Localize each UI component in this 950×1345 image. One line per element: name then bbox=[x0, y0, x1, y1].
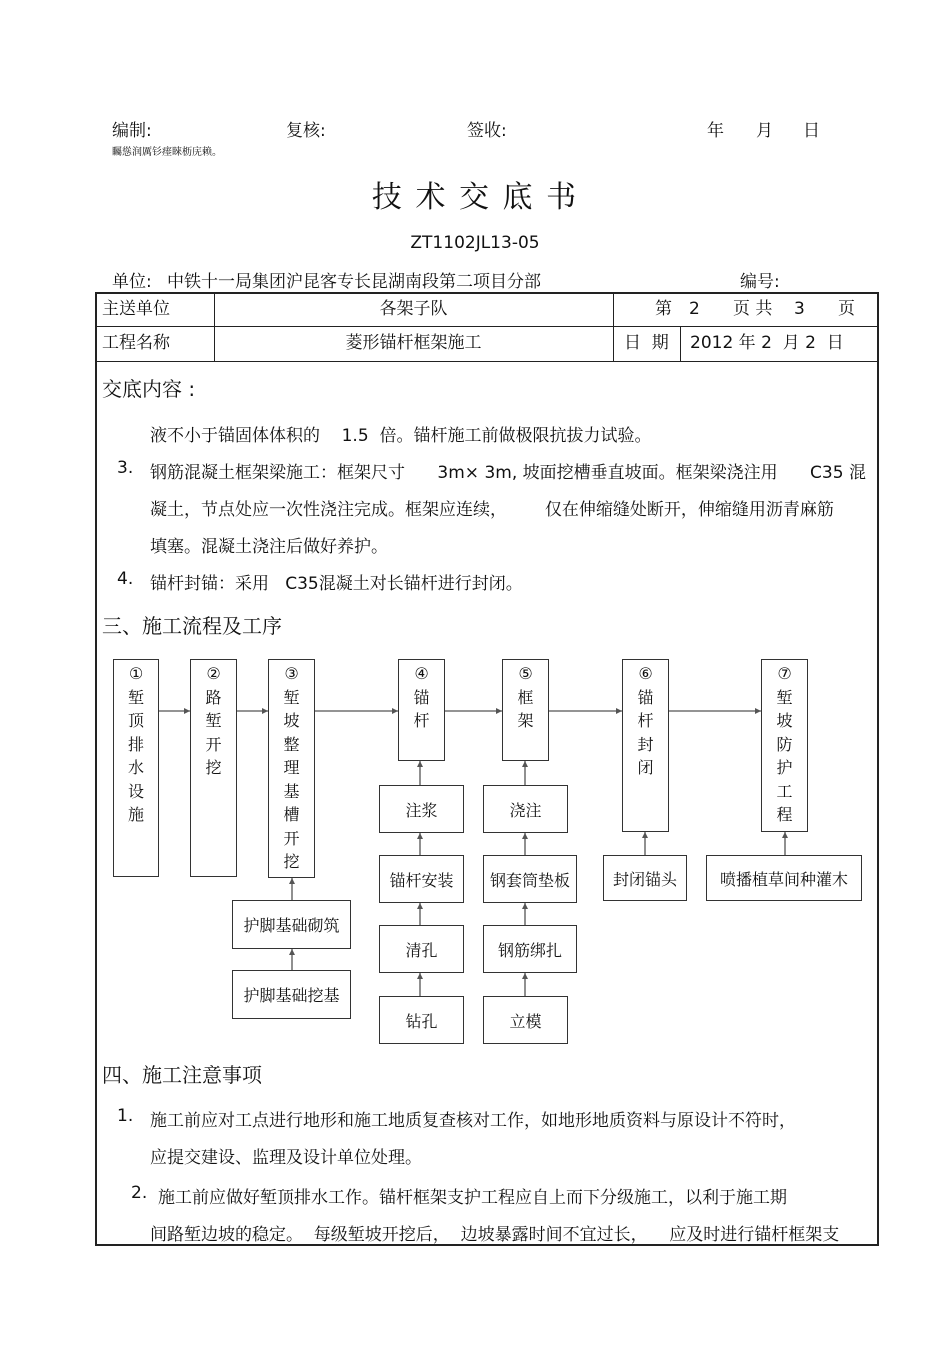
flow-step-3-char: 理 bbox=[283, 758, 300, 777]
page-total-word: 页 共 bbox=[733, 299, 773, 319]
compiled-by-label: 编制: bbox=[112, 121, 152, 141]
flow-sub-5-pouring: 浇注 bbox=[483, 785, 568, 833]
flow-step-6 bbox=[622, 659, 669, 832]
unit-value: 中铁十一局集团沪昆客专长昆湖南段第二项目分部 bbox=[167, 272, 541, 292]
flow-step-6-char: 杆 bbox=[637, 711, 654, 730]
item-3-line-1: 钢筋混凝土框架梁施工：框架尺寸 3m× 3m, 坡面挖槽垂直坡面。框架梁浇注用 C35 混 bbox=[150, 463, 866, 483]
flow-step-3-number: ③ bbox=[284, 664, 299, 683]
date-value: 2012 年 2 月 2 日 bbox=[690, 333, 844, 353]
note-1-line-1: 施工前应对工点进行地形和施工地质复查核对工作，如地形地质资料与原设计不符时， bbox=[150, 1111, 796, 1131]
project-label: 工程名称 bbox=[102, 333, 170, 353]
flow-sub-4-drilling: 钻孔 bbox=[379, 996, 464, 1044]
flow-step-3-char: 堑 bbox=[283, 687, 300, 707]
page-word-1: 第 bbox=[655, 299, 672, 319]
flow-sub-7-planting: 喷播植草间种灌木 bbox=[706, 855, 862, 901]
item-4-text: 锚杆封锚：采用 C35混凝土对长锚杆进行封闭。 bbox=[150, 574, 523, 594]
flow-step-3-char: 开 bbox=[283, 828, 300, 848]
flow-step-5-number: ⑤ bbox=[518, 664, 533, 683]
project-value: 菱形锚杆框架施工 bbox=[345, 333, 482, 353]
flow-sub-5-sleeve-plate: 钢套筒垫板 bbox=[483, 855, 577, 903]
doc-title: 技 术 交 底 书 bbox=[371, 180, 579, 215]
flow-sub-4-grouting: 注浆 bbox=[379, 785, 464, 833]
flow-step-7-char: 程 bbox=[776, 805, 793, 824]
flow-sub-3-masonry: 护脚基础砌筑 bbox=[232, 900, 351, 949]
flow-step-4-char: 杆 bbox=[413, 711, 430, 730]
flow-sub-5-rebar: 钢筋绑扎 bbox=[483, 925, 577, 973]
flow-step-3-char: 基 bbox=[283, 781, 300, 801]
date-label: 日 期 bbox=[624, 333, 669, 353]
flow-step-7-char: 工 bbox=[776, 781, 793, 801]
flow-step-2-char: 挖 bbox=[205, 758, 222, 777]
flow-step-6-number: ⑥ bbox=[638, 664, 653, 683]
flow-step-4 bbox=[398, 659, 445, 761]
flow-step-1-number: ① bbox=[128, 664, 144, 683]
flow-step-4-number: ④ bbox=[414, 664, 429, 683]
page-word-2: 页 bbox=[838, 299, 855, 319]
flow-step-1-char: 设 bbox=[127, 781, 144, 801]
flow-sub-3-excavation: 护脚基础挖基 bbox=[232, 970, 351, 1019]
flow-sub-4-install: 锚杆安装 bbox=[379, 855, 464, 903]
flow-sub-4-clean-hole: 清孔 bbox=[379, 925, 464, 973]
note-1-line-2: 应提交建设、监理及设计单位处理。 bbox=[150, 1148, 422, 1168]
flow-step-6-char: 闭 bbox=[637, 758, 654, 777]
reviewed-by-label: 复核: bbox=[286, 121, 326, 141]
flow-step-1-char: 施 bbox=[127, 805, 144, 824]
flow-step-3 bbox=[268, 659, 315, 878]
send-to-label: 主送单位 bbox=[102, 299, 170, 319]
flow-step-7-char: 护 bbox=[776, 758, 793, 777]
item-4-number: 4. bbox=[117, 569, 134, 589]
content-paragraph-1: 液不小于锚固体体积的 1.5 倍。锚杆施工前做极限抗拔力试验。 bbox=[150, 426, 652, 446]
flow-step-6-char: 锚 bbox=[637, 687, 654, 707]
flow-step-1-char: 顶 bbox=[127, 711, 144, 730]
section-3-heading: 三、施工流程及工序 bbox=[102, 614, 282, 638]
note-2-number: 2. bbox=[131, 1183, 148, 1203]
flow-step-7-char: 堑 bbox=[776, 687, 793, 707]
flow-step-3-char: 坡 bbox=[283, 711, 300, 730]
flow-step-2-char: 路 bbox=[205, 687, 222, 707]
unit-label: 单位: bbox=[112, 272, 152, 292]
page-total: 3 bbox=[794, 299, 805, 319]
flow-step-5-char: 架 bbox=[517, 711, 534, 730]
flow-sub-5-formwork: 立模 bbox=[483, 996, 568, 1044]
flow-step-3-char: 槽 bbox=[283, 805, 300, 824]
flow-sub-6-seal-anchor: 封闭锚头 bbox=[603, 855, 687, 901]
flow-step-1 bbox=[113, 659, 159, 877]
note-2-line-2: 间路堑边坡的稳定。 每级堑坡开挖后， 边坡暴露时间不宜过长， 应及时进行锚杆框架支 bbox=[150, 1225, 840, 1245]
flow-step-7-number: ⑦ bbox=[777, 664, 792, 683]
item-3-number: 3. bbox=[117, 458, 134, 478]
send-to-value: 各架子队 bbox=[379, 299, 448, 319]
flow-step-1-char: 水 bbox=[127, 758, 144, 777]
flow-step-7-char: 防 bbox=[776, 734, 793, 754]
year-label: 年 bbox=[707, 121, 724, 141]
doc-code: ZT1102JL13-05 bbox=[410, 233, 540, 253]
note-2-line-1: 施工前应做好堑顶排水工作。锚杆框架支护工程应自上而下分级施工，以利于施工期 bbox=[158, 1188, 787, 1208]
flow-step-2 bbox=[190, 659, 237, 877]
flow-step-2-number: ② bbox=[206, 664, 221, 683]
day-label: 日 bbox=[803, 121, 820, 141]
flow-step-5 bbox=[502, 659, 549, 761]
flow-step-3-char: 挖 bbox=[283, 852, 300, 871]
received-by-label: 签收: bbox=[467, 121, 507, 141]
flow-step-2-char: 堑 bbox=[205, 711, 222, 730]
flow-step-7-char: 坡 bbox=[776, 711, 793, 730]
flow-step-5-char: 框 bbox=[517, 687, 534, 707]
item-3-line-3: 填塞。混凝土浇注后做好养护。 bbox=[150, 537, 388, 557]
garbled-note: 矚慫润厲钐瘗睞枥庑赖。 bbox=[112, 147, 222, 158]
flow-step-3-char: 整 bbox=[283, 734, 300, 754]
flow-step-6-char: 封 bbox=[637, 734, 654, 754]
flow-step-7 bbox=[761, 659, 808, 832]
flow-step-1-char: 排 bbox=[127, 734, 144, 754]
section-4-heading: 四、施工注意事项 bbox=[102, 1063, 262, 1087]
item-3-line-2: 凝土，节点处应一次性浇注完成。框架应连续， 仅在伸缩缝处断开，伸缩缝用沥青麻筋 bbox=[150, 500, 834, 520]
flow-step-2-char: 开 bbox=[205, 734, 222, 754]
page-number: 2 bbox=[689, 299, 700, 319]
content-heading: 交底内容 : bbox=[102, 377, 196, 401]
flow-step-4-char: 锚 bbox=[413, 687, 430, 707]
month-label: 月 bbox=[756, 121, 773, 141]
flow-step-1-char: 堑 bbox=[127, 687, 144, 707]
note-1-number: 1. bbox=[117, 1106, 134, 1126]
serial-label: 编号: bbox=[740, 272, 780, 292]
